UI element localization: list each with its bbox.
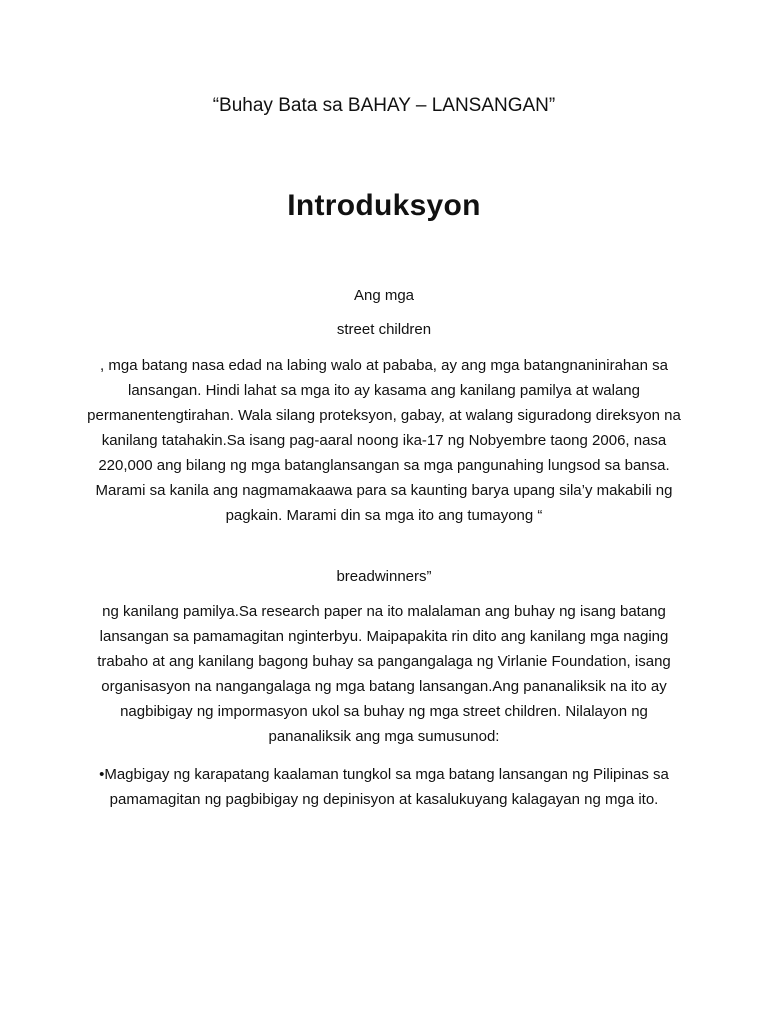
paragraph-3: , mga batang nasa edad na labing walo at pababa, ay ang mga batangnaninirahan sa lansangan. Hindi lahat sa mga ito ay kasama ang kanilang pamilya at walang permanentengtirahan. Wala silang proteksyon, gabay, at walang siguradong direksyon na kanilang tatahakin.Sa isang pag-aaral noong ika-17 ng Nobyembre taong 2006, nasa 220,000 ang bilang ng mga batanglansangan sa mga pangunahing lungsod sa bansa. Marami sa kanila ang nagmamakaawa para sa kaunting barya upang sila’y makabili ng pagkain. Marami din sa mga ito ang tumayong “ — [87, 357, 681, 524]
paragraph-2: street children — [336, 321, 432, 338]
section-heading: Introduksyon — [287, 189, 481, 222]
document-title: “Buhay Bata sa BAHAY – LANSANGAN” — [212, 95, 556, 116]
paragraph-1: Ang mga — [353, 287, 415, 304]
paragraph-5: ng kanilang pamilya.Sa research paper na ito malalaman ang buhay ng isang batang lansangan sa pamamagitan nginterbyu. Maipapakita rin dito ang kanilang mga naging trabaho at ang kanilang bagong buhay sa pangangalaga ng Virlanie Foundation, isang organisasyon na nangangalaga ng mga batang lansangan.Ang pananaliksik na ito ay nagbibigay ng impormasyon ukol sa buhay ng mga street children. Nilalayon ng pananaliksik ang mga sumusunod: — [97, 603, 671, 745]
paragraph-4: breadwinners” — [336, 568, 432, 585]
bullet-paragraph: •Magbigay ng karapatang kaalaman tungkol sa mga batang lansangan ng Pilipinas sa pamamagitan ng pagbibigay ng depinisyon at kasalukuyang kalagayan ng mga ito. — [99, 766, 669, 808]
